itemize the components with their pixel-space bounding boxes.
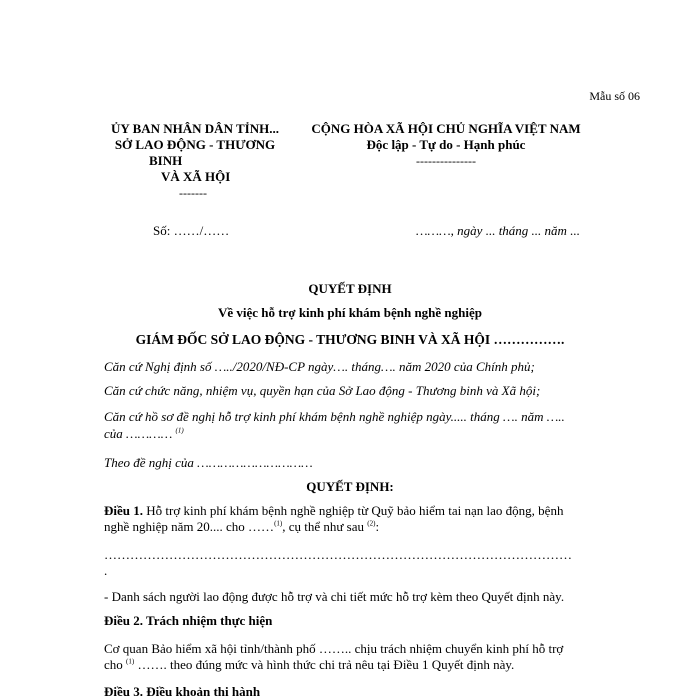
form-code: Mẫu số 06 <box>589 89 640 103</box>
left-header-line3: BINH <box>149 153 183 168</box>
preamble-proposal: Theo đề nghị của ………………………… <box>104 455 313 470</box>
preamble-dossier-line2 <box>104 426 404 442</box>
article1-line2 <box>104 519 604 535</box>
article2-text2b: ……. theo đúng mức và hình thức chi trả nêu tại Điều 1 Quyết định này. <box>134 657 515 672</box>
document-subject: Về việc hỗ trợ kinh phí khám bệnh nghề nghiệp <box>217 305 482 320</box>
footnote-ref-1: (1) <box>175 426 184 435</box>
preamble-decree: Căn cứ Nghị định số …../2020/NĐ-CP ngày…. tháng…. năm 2020 của Chính phủ; <box>104 359 535 374</box>
document-title: QUYẾT ĐỊNH <box>308 281 392 296</box>
article2-line1: Cơ quan Bảo hiểm xã hội tỉnh/thành phố …….. chịu trách nhiệm chuyển kinh phí hỗ trợ <box>104 641 564 656</box>
article1-text2a: nghề nghiệp năm 20.... cho …… <box>104 519 275 534</box>
preamble-authority: Căn cứ chức năng, nhiệm vụ, quyền hạn của Sở Lao động - Thương binh và Xã hội; <box>104 383 541 398</box>
article1-sup1: (1) <box>274 519 283 528</box>
document-number: Số: ……/…… <box>153 223 230 238</box>
article1-sup2: (2) <box>367 519 376 528</box>
issuing-authority: GIÁM ĐỐC SỞ LAO ĐỘNG - THƯƠNG BINH VÀ XÃ HỘI ……………. <box>135 332 565 347</box>
preamble-dossier-line1: Căn cứ hồ sơ đề nghị hỗ trợ kinh phí khám bệnh nghề nghiệp ngày..... tháng …. năm ….. <box>104 409 565 424</box>
right-header-line1: CỘNG HÒA XÃ HỘI CHỦ NGHĨA VIỆT NAM <box>311 121 581 136</box>
article2-heading: Điều 2. Trách nhiệm thực hiện <box>104 613 273 628</box>
preamble-dossier-of: của ………… <box>104 426 173 441</box>
left-header-line1: ỦY BAN NHÂN DÂN TỈNH... <box>111 121 279 136</box>
left-header-line4: VÀ XÃ HỘI <box>161 169 231 184</box>
article1-dots: ……………………………………………………………………………………………… <box>104 547 572 562</box>
decide-heading: QUYẾT ĐỊNH: <box>306 479 394 494</box>
article1-text2b: , cụ thể như sau <box>282 519 368 534</box>
article1-label: Điều 1. <box>104 503 143 518</box>
article1-line1 <box>104 503 604 519</box>
article1-dots-end: . <box>104 563 108 578</box>
left-header-line2: SỞ LAO ĐỘNG - THƯƠNG <box>114 137 276 152</box>
article1-text1: Hỗ trợ kinh phí khám bệnh nghề nghiệp từ Quỹ bảo hiểm tai nạn lao động, bệnh <box>143 503 564 518</box>
left-header-divider: ------- <box>179 186 207 200</box>
right-header-divider: --------------- <box>416 154 476 168</box>
article2-sup: (1) <box>126 657 135 666</box>
document-date: ………, ngày ... tháng ... năm ... <box>416 223 580 238</box>
article1-text2c: : <box>375 519 380 534</box>
article3-heading: Điều 3. Điều khoản thi hành <box>104 684 261 699</box>
article2-text2a: cho <box>104 657 127 672</box>
article2-line2 <box>104 657 604 673</box>
article1-list-note: - Danh sách người lao động được hỗ trợ và chi tiết mức hỗ trợ kèm theo Quyết định này. <box>104 589 565 604</box>
right-header-line2: Độc lập - Tự do - Hạnh phúc <box>366 137 526 152</box>
